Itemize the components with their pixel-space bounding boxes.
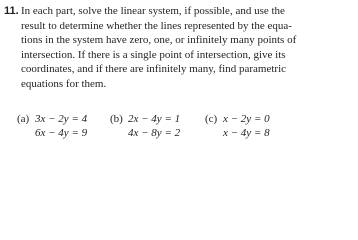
part-c-equation-1 — [205, 112, 270, 126]
part-c-label: (c) — [205, 113, 218, 125]
prompt-line: equations for them. — [21, 77, 107, 90]
part-a-equation-2: 6x − 4y = 9 — [35, 127, 88, 139]
part-b-equation-1 — [110, 112, 180, 126]
part-a-system — [17, 112, 87, 140]
prompt-line: In each part, solve the linear system, if possible, and use the — [21, 5, 285, 17]
part-a-label: (a) — [17, 113, 30, 125]
part-c-eq1-text: x − 2y = 0 — [223, 113, 270, 125]
part-a-eq1-text: 3x − 2y = 4 — [35, 113, 88, 125]
exercise-prompt — [21, 4, 313, 91]
part-b-equation-2: 4x − 8y = 2 — [128, 127, 181, 139]
prompt-line: result to determine whether the lines represented by the equa- — [21, 19, 292, 32]
part-b-system — [110, 112, 180, 140]
part-a-equation-1 — [17, 112, 87, 126]
prompt-line: coordinates, and if there are infinitely many, find parametric — [21, 63, 287, 75]
prompt-line: tions in the system have zero, one, or infinitely many points of — [21, 34, 297, 46]
exercise-number: 11. — [4, 5, 19, 17]
part-c-equation-2: x − 4y = 8 — [223, 127, 270, 139]
part-c-system — [205, 112, 270, 140]
part-b-label: (b) — [110, 113, 123, 125]
part-b-eq1-text: 2x − 4y = 1 — [128, 113, 181, 125]
prompt-line: intersection. If there is a single point of intersection, give its — [21, 48, 286, 61]
